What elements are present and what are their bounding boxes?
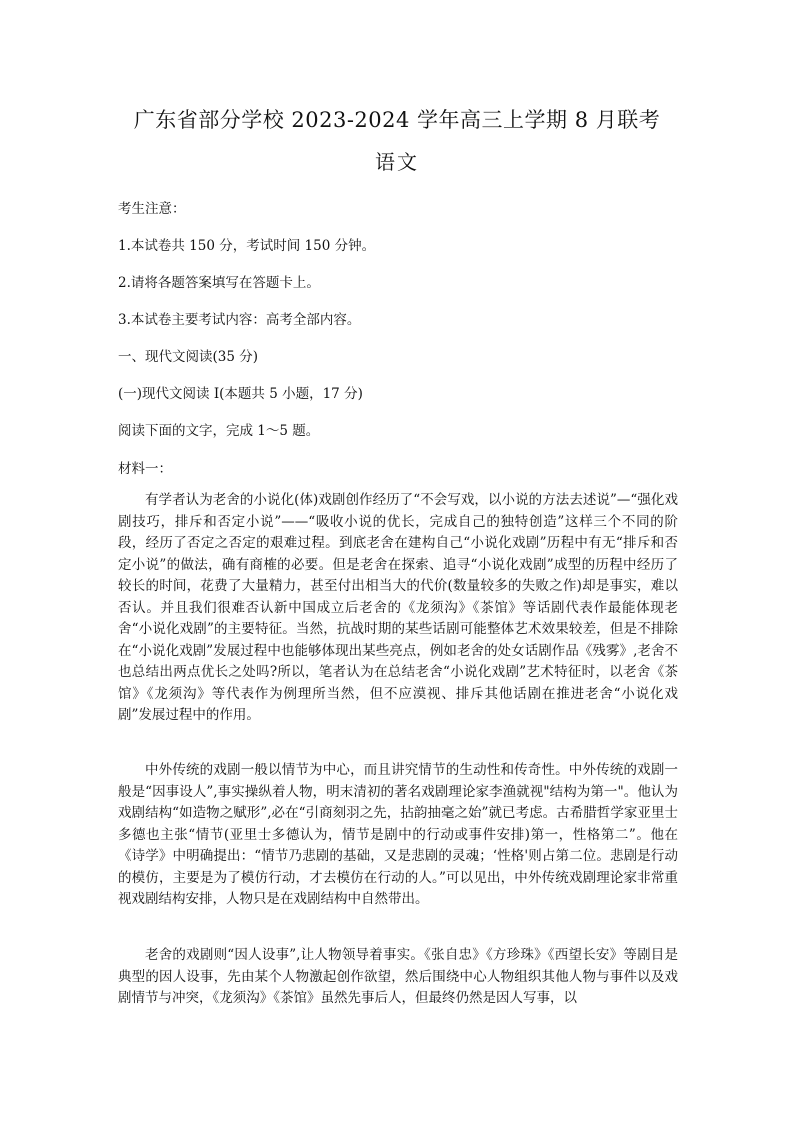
paragraph-3: 老舍的戏剧则“因人设事”,让人物领导着事实。《张自忠》《方珍珠》《西望长安》等剧目是典型的因人设事，先由某个人物激起创作欲望，然后围绕中心人物组织其他人物与事件以及戏剧情节与冲突，《龙须沟》《茶馆》虽然先事后人，但最终仍然是因人写事，以 <box>118 947 678 1006</box>
subject-title: 语文 <box>375 150 419 174</box>
paragraph-1: 有学者认为老舍的小说化(体)戏剧创作经历了“不会写戏，以小说的方法去述说”—“强化戏剧技巧，排斥和否定小说”——“吸收小说的优长，完成自己的独特创造”这样三个不同的阶段，经历了否定之否定的艰难过程。到底老舍在建构自己“小说化戏剧”历程中有无“排斥和否定小说”的做法，确有商榷的必要。但是老舍在探索、追寻“小说化戏剧”成型的历程中经历了较长的时间，花费了大量精力，甚至付出相当大的代价(数量较多的失败之作)却是事实，难以否认。并且我们很难否认新中国成立后老舍的《龙须沟》《茶馆》等话剧代表作最能体现老舍“小说化戏剧”的主要特征。当然，抗战时期的某些话剧可能整体艺术效果较差，但是不排除在“小说化戏剧”发展过程中也能够体现出某些亮点，例如老舍的处女话剧作品《残雾》,老舍不也总结出两点优长之处吗?所以，笔者认为在总结老舍“小说化戏剧”艺术特征时，以老舍《茶馆》《龙须沟》等代表作为例理所当然，但不应漠视、排斥其他话剧在推进老舍“小说化戏剧”发展过程中的作用。 <box>118 492 678 723</box>
reading-instruction: 阅读下面的文字，完成 1～5 题。 <box>118 423 320 439</box>
section-title: 一、现代文阅读(35 分) <box>118 349 259 365</box>
notice-item-3: 3.本试卷主要考试内容：高考全部内容。 <box>118 312 361 328</box>
material-label: 材料一： <box>118 461 172 477</box>
section-subtitle: (一)现代文阅读 I(本题共 5 小题，17 分) <box>118 386 363 402</box>
document-title: 广东省部分学校 2023-2024 学年高三上学期 8 月联考 <box>133 108 661 132</box>
notice-item-1: 1.本试卷共 150 分，考试时间 150 分钟。 <box>118 238 376 254</box>
notice-item-2: 2.请将各题答案填写在答题卡上。 <box>118 275 320 291</box>
paragraph-2: 中外传统的戏剧一般以情节为中心，而且讲究情节的生动性和传奇性。中外传统的戏剧一般是“因事设人”,事实操纵着人物，明末清初的著名戏剧理论家李渔就视"结构为第一"。他认为戏剧结构“如造物之赋形”,必在“引商刻羽之先，拈韵抽毫之始”就已考虑。古希腊哲学家亚里士多德也主张“情节(亚里士多德认为，情节是剧中的行动或事件安排)第一，性格第二”。他在《诗学》中明确提出：“情节乃悲剧的基础，又是悲剧的灵魂；‘性格'则占第二位。悲剧是行动的模仿，主要是为了模仿行动，才去模仿在行动的人。”可以见出，中外传统戏剧理论家非常重视戏剧结构安排，人物只是在戏剧结构中自然带出。 <box>118 762 678 907</box>
notice-heading: 考生注意： <box>118 201 186 217</box>
